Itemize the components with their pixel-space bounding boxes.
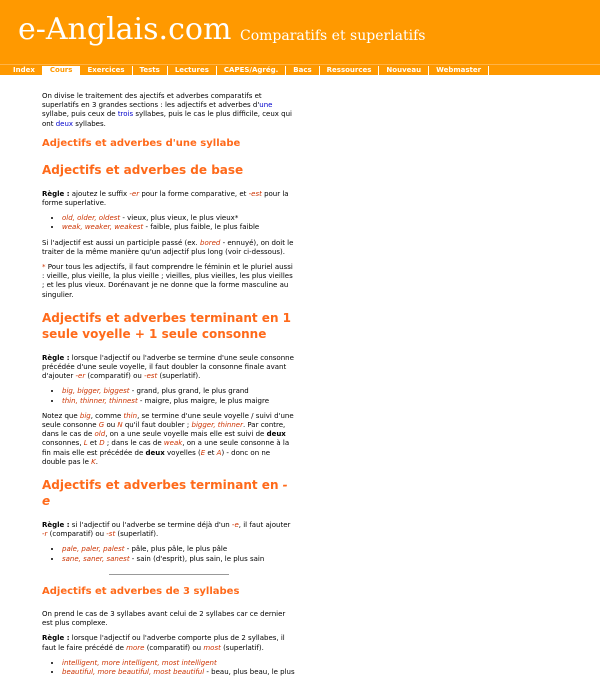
nav-item-lectures[interactable]: Lectures [168,66,217,75]
nav-item-nouveau[interactable]: Nouveau [379,66,429,75]
heading-base: Adjectifs et adverbes de base [42,162,244,177]
nav-item-webmaster[interactable]: Webmaster [429,66,489,75]
e-examples [42,545,295,563]
rule-base: Règle : ajoutez le suffix -er pour la forme comparative, et -est pour la forme superlative. [42,189,289,208]
nav-item-cours[interactable]: Cours [43,66,81,75]
nav-item-tests[interactable]: Tests [133,66,168,75]
list-item: • thin, thinner, thinnest - maigre, plus maigre, le plus maigre [62,397,295,406]
list-item: • intelligent, more intelligent, most intelligent [62,659,295,668]
consonne-examples [42,387,295,405]
site-logo[interactable]: e-Anglais.com [18,12,232,47]
feminine-note: * Pour tous les adjectifs, il faut comprendre le féminin et le pluriel aussi : vieille, plus vieille, la plus vieille ; vieilles, plus vieilles, les plus vieilles ; et les plus vieux. Dorénavant je ne donne que la forme masculine au singulier. [42,263,293,299]
site-banner [0,0,600,64]
heading-consonne: Adjectifs et adverbes terminant en 1 seule voyelle + 1 seule consonne [42,310,292,341]
rule-trois: Règle : lorsque l'adjectif ou l'adverbe comporte plus de 2 syllabes, il faut le faire précédé de more (comparatif) ou most (superlatif). [42,634,285,652]
section-divider [109,574,229,575]
nav-item-index[interactable]: Index [6,66,43,75]
nav-bar [0,64,600,75]
link-deux[interactable]: deux [55,119,74,128]
notez-paragraph: Notez que big, comme thin, se termine d'une seule voyelle / suivi d'une seule consonne G ou N qu'il faut doubler ; bigger, thinner. Par contre, dans le cas de old, on a une seule voyelle mais elle est suivi de deux consonnes, L et D ; dans le cas de weak, on a une seule consonne à la fin mais elle est précédée de deux voyelles (E et A) - donc on ne double pas le K. [42,411,294,466]
rule-e: Règle : si l'adjectif ou l'adverbe se termine déjà d'un -e, il faut ajouter -r (comparatif) ou -st (superlatif). [42,521,291,539]
bored-note: Si l'adjectif est aussi un participle passé (ex. bored - ennuyé), on doit le traiter de la même manière qu'un adjectif plus long (voir ci-dessous). [42,238,294,256]
heading-terminant-e: Adjectifs et adverbes terminant en -e [42,478,288,509]
nav-item-exercices[interactable]: Exercices [80,66,132,75]
list-item: • big, bigger, biggest - grand, plus grand, le plus grand [62,387,295,396]
list-item: • weak, weaker, weakest - faible, plus faible, le plus faible [62,223,295,232]
list-item: • old, older, oldest - vieux, plus vieux, le plus vieux* [62,214,295,223]
trois-examples [42,659,295,677]
rule-consonne: Règle : lorsque l'adjectif ou l'adverbe se termine d'une seule consonne précédée d'une seule voyelle, il faut doubler la consonne finale avant d'ajouter -er (comparatif) ou -est (superlatif). [42,353,294,381]
main-content [42,92,295,683]
list-item: • pale, paler, palest - pâle, plus pâle, le plus pâle [62,545,295,554]
page-subtitle: Comparatifs et superlatifs [240,28,426,44]
nav-item-bacs[interactable]: Bacs [286,66,319,75]
nav-item-ressources[interactable]: Ressources [320,66,380,75]
nav-item-capes-agr-g[interactable]: CAPES/Agrég. [217,66,286,75]
heading-trois-syllabes: Adjectifs et adverbes de 3 syllabes [42,585,240,597]
intro-paragraph: On divise le traitement des ajectifs et adverbes comparatifs et superlatifs en 3 grandes sections : les adjectifs et adverbes d'une syllabe, puis ceux de trois syllabes, puis le cas le plus difficile, ceux qui ont deux syllabes. [42,92,292,128]
trois-intro: On prend le cas de 3 syllabes avant celui de 2 syllabes car ce dernier est plus complexe. [42,609,286,628]
heading-une-syllabe: Adjectifs et adverbes d'une syllabe [42,137,241,149]
link-trois[interactable]: trois [117,110,134,119]
link-une[interactable]: une [259,101,273,110]
base-examples [42,214,295,232]
list-item: • sane, saner, sanest - sain (d'esprit), plus sain, le plus sain [62,555,295,564]
list-item: • beautiful, more beautiful, most beautiful - beau, plus beau, le plus [62,668,295,677]
